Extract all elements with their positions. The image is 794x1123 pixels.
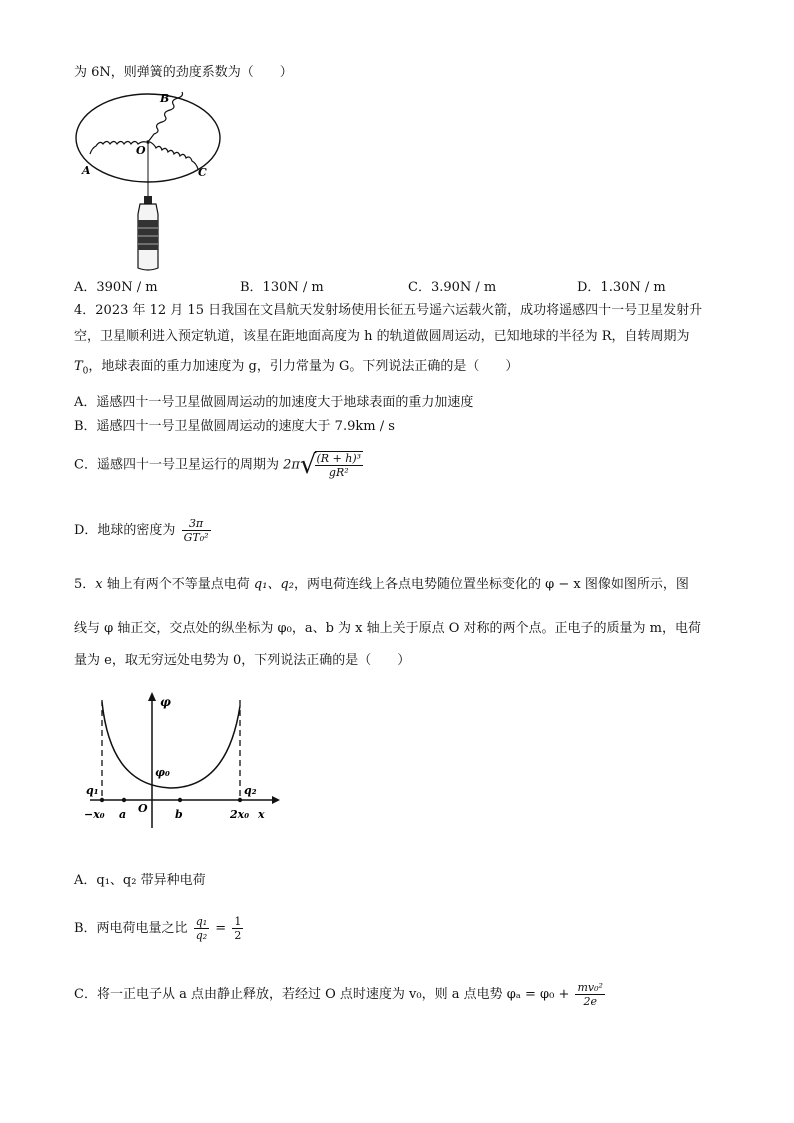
q5-option-b-ratio bbox=[194, 915, 209, 942]
q4-option-c-numerator: (R + h)³ bbox=[316, 452, 362, 465]
graph-phi0-label: φ₀ bbox=[155, 766, 170, 779]
q5-option-b-result-numerator: 1 bbox=[234, 915, 242, 928]
q3-option-c[interactable]: C．3.90N / m bbox=[408, 280, 497, 295]
q5-stem-line1 bbox=[74, 576, 689, 594]
q5-x-symbol: x bbox=[95, 577, 103, 592]
graph-2x0-label: 2x₀ bbox=[230, 808, 250, 821]
q4-stem-line1: 4．2023 年 12 月 15 日我国在文昌航天发射场使用长征五号遥六运载火箭，成功将遥感四十一号卫星发射升 bbox=[74, 303, 703, 318]
q5-option-c-text: C．将一正电子从 a 点由静止释放，若经过 O 点时速度为 v₀，则 a 点电势 φₐ = φ₀ + bbox=[74, 987, 570, 1002]
graph-a-label: a bbox=[119, 808, 127, 821]
q5-option-a[interactable]: A．q₁、q₂ 带异种电荷 bbox=[74, 873, 206, 888]
label-A: A bbox=[82, 164, 91, 177]
graph-phi-label: φ bbox=[160, 695, 171, 709]
graph-origin-label: O bbox=[138, 802, 148, 815]
q4-option-d-fraction bbox=[182, 517, 211, 544]
q5-option-b-result-denominator: 2 bbox=[234, 929, 242, 942]
graph-x-label: x bbox=[258, 808, 265, 821]
q5-option-c-fraction bbox=[575, 981, 604, 1008]
q5-option-b-equals: = bbox=[215, 921, 227, 936]
q5-option-b-text: B．两电荷电量之比 bbox=[74, 921, 188, 936]
graph-q1-label: q₁ bbox=[86, 784, 99, 797]
q4-option-d-denominator: GT₀² bbox=[183, 531, 209, 544]
q4-stem-line2: 空，卫星顺利进入预定轨道，该星在距地面高度为 h 的轨道做圆周运动，已知地球的半径为 R，自转周期为 bbox=[74, 329, 690, 344]
q5-option-c[interactable] bbox=[74, 978, 607, 1012]
period-symbol: T bbox=[74, 359, 83, 374]
q5-option-b-result bbox=[232, 915, 243, 942]
label-B: B bbox=[160, 92, 170, 105]
q4-option-d-numerator: 3π bbox=[182, 517, 211, 531]
q5-option-c-denominator: 2e bbox=[583, 995, 597, 1008]
q3-stem-tail: 为 6N，则弹簧的劲度系数为（ ） bbox=[74, 65, 293, 80]
label-O: O bbox=[136, 144, 146, 157]
period-subscript: 0 bbox=[82, 366, 89, 377]
q5-stem-post: ，两电荷连线上各点电势随位置坐标变化的 φ − x 图像如图所示，图 bbox=[293, 577, 689, 592]
q4-option-c-coef: 2π bbox=[283, 457, 300, 473]
q4-option-a[interactable]: A．遥感四十一号卫星做圆周运动的加速度大于地球表面的重力加速度 bbox=[74, 395, 474, 410]
q5-option-b[interactable] bbox=[74, 912, 245, 946]
q5-stem-mid: 轴上有两个不等量点电荷 bbox=[102, 577, 254, 592]
q4-option-c-text: C．遥感四十一号卫星运行的周期为 bbox=[74, 457, 279, 473]
label-C: C bbox=[198, 166, 207, 179]
q4-option-d-text: D．地球的密度为 bbox=[74, 523, 176, 538]
q5-option-c-numerator: mv₀² bbox=[577, 981, 603, 994]
q5-charges: q₁、q₂ bbox=[253, 577, 294, 592]
q4-option-c[interactable]: C．遥感四十一号卫星运行的周期为 2π√ $\frac{\text{(R + h)³}}{\text{gR²}}$ bbox=[74, 450, 362, 480]
q5-stem-line3: 量为 e，取无穷远处电势为 0，下列说法正确的是（ ） bbox=[74, 653, 411, 668]
spring-figure bbox=[74, 88, 224, 273]
q5-stem-line2: 线与 φ 轴正交，交点处的纵坐标为 φ₀，a、b 为 x 轴上关于原点 O 对称的两个点。正电子的质量为 m，电荷 bbox=[74, 621, 701, 636]
q4-stem-line3-rest: ，地球表面的重力加速度为 g，引力常量为 G。下列说法正确的是（ ） bbox=[88, 359, 519, 374]
graph-b-label: b bbox=[175, 808, 183, 821]
q5-number: 5． bbox=[74, 577, 96, 592]
phi-x-graph bbox=[80, 688, 290, 838]
q5-option-b-denominator: q₂ bbox=[195, 929, 208, 942]
q3-option-a[interactable]: A．390N / m bbox=[74, 280, 158, 295]
q4-option-c-fraction bbox=[315, 451, 364, 479]
q4-stem-line3 bbox=[74, 358, 518, 381]
q5-option-b-numerator: q₁ bbox=[195, 915, 208, 928]
q4-option-d[interactable] bbox=[74, 514, 213, 548]
q3-option-b[interactable]: B．130N / m bbox=[240, 280, 324, 295]
q4-option-c-denominator: gR² bbox=[328, 466, 349, 479]
q4-option-b[interactable]: B．遥感四十一号卫星做圆周运动的速度大于 7.9km / s bbox=[74, 419, 395, 434]
graph-neg-x0-label: −x₀ bbox=[84, 808, 105, 821]
q3-option-d[interactable]: D．1.30N / m bbox=[577, 280, 666, 295]
graph-q2-label: q₂ bbox=[244, 784, 257, 797]
